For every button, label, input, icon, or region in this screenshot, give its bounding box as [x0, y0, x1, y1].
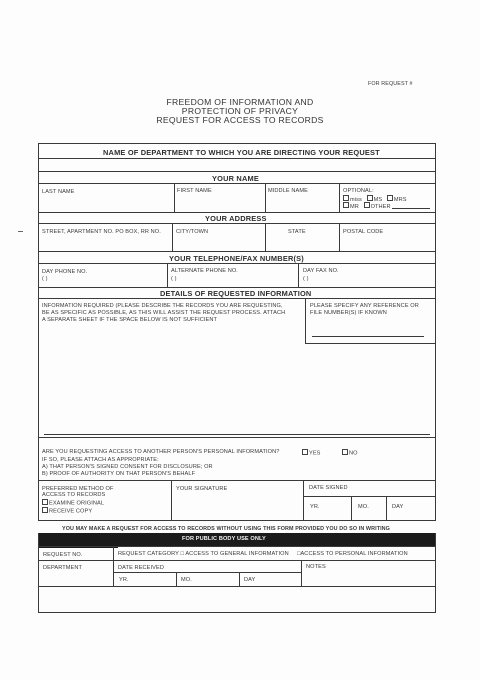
info-required-line2: BE AS SPECIFIC AS POSSIBLE, AS THIS WILL ASSIST THE REQUEST PROCESS. ATTACH — [42, 310, 286, 316]
your-name-heading: YOUR NAME — [212, 174, 259, 183]
postal-code-field[interactable] — [341, 236, 433, 249]
alternate-phone-label: ALTERNATE PHONE NO. — [171, 268, 238, 274]
first-name-field[interactable] — [176, 196, 263, 210]
mrs-checkbox[interactable]: MRS — [387, 197, 407, 203]
other-person-question: ARE YOU REQUESTING ACCESS TO ANOTHER PERSON'S PERSONAL INFORMATION? — [42, 449, 280, 455]
form-title-line3: REQUEST FOR ACCESS TO RECORDS — [156, 115, 324, 125]
alternate-phone-field[interactable]: ( ) — [171, 276, 177, 282]
notes-field[interactable] — [304, 572, 433, 584]
date-received-label: DATE RECEIVED — [118, 565, 164, 571]
details-heading: DETAILS OF REQUESTED INFORMATION — [160, 289, 312, 298]
category-personal-checkbox[interactable]: □ACCESS TO PERSONAL INFORMATION — [297, 551, 408, 557]
consent-option-a: A) THAT PERSON'S SIGNED CONSENT FOR DISCLOSURE; OR — [42, 464, 213, 470]
miss-checkbox[interactable]: miss — [343, 197, 362, 203]
date-signed-year-field[interactable]: YR. — [310, 504, 320, 510]
written-request-note: YOU MAY MAKE A REQUEST FOR ACCESS TO RECORDS WITHOUT USING THIS FORM PROVIDED YOU DO SO IN WRITING — [62, 526, 390, 532]
postal-code-label: POSTAL CODE — [343, 229, 384, 235]
state-label: STATE — [288, 229, 306, 235]
yes-checkbox[interactable]: YES — [302, 449, 321, 457]
department-heading: NAME OF DEPARTMENT TO WHICH YOU ARE DIRECTING YOUR REQUEST — [103, 148, 380, 157]
day-phone-field[interactable]: ( ) — [42, 276, 48, 282]
form-title-line2: PROTECTION OF PRIVACY — [181, 106, 299, 116]
reference-field-line — [312, 336, 424, 337]
receive-copy-checkbox[interactable]: RECEIVE COPY — [42, 507, 92, 515]
date-received-day-field[interactable]: DAY — [244, 577, 256, 583]
public-body-banner: FOR PUBLIC BODY USE ONLY — [182, 536, 266, 542]
middle-name-label: MIDDLE NAME — [268, 188, 308, 194]
day-fax-field[interactable]: ( ) — [303, 276, 309, 282]
request-no-label: REQUEST NO. — [43, 552, 83, 558]
request-number-label: FOR REQUEST # — [368, 81, 413, 87]
day-phone-label: DAY PHONE NO. — [42, 269, 88, 275]
signature-field[interactable] — [174, 494, 301, 518]
category-general-checkbox[interactable]: REQUEST CATEGORY □ ACCESS TO GENERAL INFORMATION — [118, 551, 289, 557]
information-required-field[interactable] — [41, 326, 303, 431]
state-field[interactable] — [267, 236, 337, 249]
date-received-year-field[interactable]: YR. — [119, 577, 129, 583]
other-underline — [392, 208, 430, 209]
public-body-extra-field[interactable] — [40, 588, 434, 611]
title-options-row2 — [343, 202, 391, 210]
date-signed-day-field[interactable]: DAY — [392, 504, 404, 510]
reference-field[interactable] — [310, 320, 430, 336]
notes-label: NOTES — [306, 564, 326, 570]
telephone-heading: YOUR TELEPHONE/FAX NUMBER(S) — [169, 254, 304, 263]
examine-original-checkbox[interactable]: EXAMINE ORIGINAL — [42, 499, 104, 507]
date-received-month-field[interactable]: MO. — [181, 577, 192, 583]
your-address-heading: YOUR ADDRESS — [205, 214, 267, 223]
ms-checkbox[interactable]: MS — [367, 197, 383, 203]
mr-checkbox[interactable]: MR — [343, 204, 359, 210]
date-signed-label: DATE SIGNED — [309, 485, 348, 491]
middle-name-field[interactable] — [267, 196, 337, 210]
signature-label: YOUR SIGNATURE — [176, 486, 228, 492]
department-field[interactable] — [40, 160, 434, 170]
optional-label: OPTIONAL: — [343, 188, 374, 194]
preferred-method-line1: PREFERRED METHOD OF — [42, 486, 114, 492]
department-office-field[interactable] — [40, 572, 111, 584]
city-label: CITY/TOWN — [176, 229, 209, 235]
preferred-method-line2: ACCESS TO RECORDS — [42, 492, 106, 498]
reference-line2: FILE NUMBER(S) IF KNOWN — [310, 310, 387, 316]
no-checkbox[interactable]: NO — [342, 449, 358, 457]
day-fax-label: DAY FAX NO. — [303, 268, 339, 274]
last-name-field[interactable] — [40, 196, 172, 210]
margin-mark — [18, 231, 23, 232]
date-signed-month-field[interactable]: MO. — [358, 504, 369, 510]
info-required-line3: A SEPARATE SHEET IF THE SPACE BELOW IS NOT SUFFICIENT — [42, 317, 218, 323]
city-field[interactable] — [174, 236, 263, 249]
street-field[interactable] — [40, 236, 170, 249]
authority-option-b: B) PROOF OF AUTHORITY ON THAT PERSON'S BEHALF — [42, 471, 196, 477]
first-name-label: FIRST NAME — [177, 188, 212, 194]
form-title-line1: FREEDOM OF INFORMATION AND — [166, 97, 314, 107]
other-checkbox[interactable]: OTHER — [364, 204, 391, 210]
reference-line1: PLEASE SPECIFY ANY REFERENCE OR — [310, 303, 419, 309]
last-name-label: LAST NAME — [42, 189, 75, 195]
details-bottom-line — [44, 434, 430, 435]
department-label: DEPARTMENT — [43, 565, 83, 571]
street-label: STREET, APARTMENT NO. PO BOX, RR NO. — [42, 229, 161, 235]
info-required-line1: INFORMATION REQUIRED (PLEASE DESCRIBE THE RECORDS YOU ARE REQUESTING, — [42, 303, 283, 309]
if-so-text: IF SO, PLEASE ATTACH AS APPROPRIATE: — [42, 457, 159, 463]
